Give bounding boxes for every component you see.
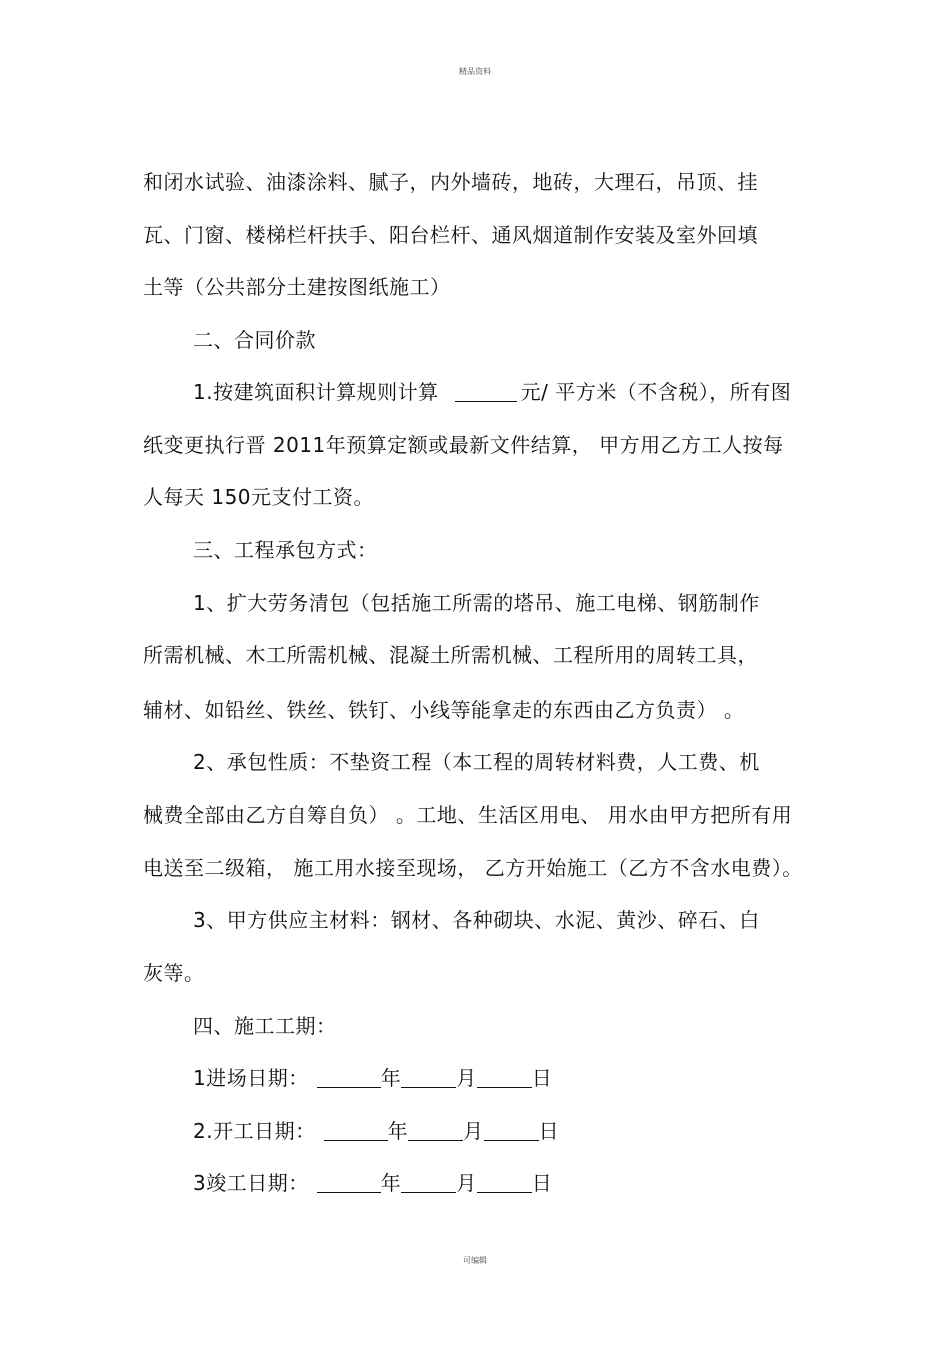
day-blank (477, 1172, 532, 1193)
body-line: 瓦、门窗、楼梯栏杆扶手、阳台栏杆、通风烟道制作安装及室外回填 (143, 223, 758, 247)
month-blank (401, 1067, 456, 1088)
year-label: 年 (380, 1066, 402, 1090)
date-label: 2.开工日期： (193, 1119, 316, 1143)
month-label: 月 (456, 1066, 477, 1090)
body-line: 土等（公共部分土建按图纸施工） (143, 275, 451, 299)
day-label: 日 (538, 1119, 560, 1143)
page-header: 精品资料 (459, 67, 491, 76)
body-line: 人每天 150元支付工资。 (143, 485, 375, 509)
body-line: 灰等。 (143, 961, 205, 985)
body-line: 和闭水试验、油漆涂料、腻子，内外墙砖，地砖，大理石，吊顶、挂 (143, 170, 758, 194)
date-label: 1进场日期： (193, 1066, 309, 1090)
year-blank (324, 1120, 388, 1141)
price-line (193, 379, 791, 405)
body-line: 2、承包性质：不垫资工程（本工程的周转材料费，人工费、机 (193, 750, 760, 774)
day-blank (484, 1120, 539, 1141)
section-heading: 四、施工工期： (193, 1014, 337, 1038)
year-blank (317, 1067, 381, 1088)
month-label: 月 (463, 1119, 484, 1143)
body-line: 电送至二级箱， 施工用水接至现场， 乙方开始施工（乙方不含水电费）。 (143, 856, 803, 880)
price-prefix: 1.按建筑面积计算规则计算 (193, 380, 439, 404)
year-label: 年 (387, 1119, 409, 1143)
page-footer: 可编辑 (463, 1256, 487, 1265)
body-line: 械费全部由乙方自筹自负） 。工地、生活区用电、 用水由甲方把所有用 (143, 803, 793, 827)
year-blank (317, 1172, 381, 1193)
day-label: 日 (531, 1066, 553, 1090)
body-line: 辅材、如铅丝、铁丝、铁钉、小线等能拿走的东西由乙方负责） 。 (143, 698, 745, 722)
body-line: 所需机械、木工所需机械、混凝土所需机械、工程所用的周转工具， (143, 643, 758, 667)
price-suffix: 元/ 平方米（不含税），所有图 (520, 380, 792, 404)
month-blank (401, 1172, 456, 1193)
year-label: 年 (380, 1171, 402, 1195)
month-blank (408, 1120, 463, 1141)
price-blank (455, 381, 517, 402)
date-line-completion (193, 1170, 552, 1196)
section-heading: 二、合同价款 (193, 328, 316, 352)
date-label: 3竣工日期： (193, 1171, 309, 1195)
section-heading: 三、工程承包方式： (193, 538, 378, 562)
body-line: 1、扩大劳务清包（包括施工所需的塔吊、施工电梯、钢筋制作 (193, 591, 760, 615)
month-label: 月 (456, 1171, 477, 1195)
day-blank (477, 1067, 532, 1088)
body-line: 3、甲方供应主材料：钢材、各种砌块、水泥、黄沙、碎石、白 (193, 908, 760, 932)
day-label: 日 (531, 1171, 553, 1195)
date-line-entry (193, 1065, 552, 1091)
date-line-start (193, 1118, 559, 1144)
body-line: 纸变更执行晋 2011年预算定额或最新文件结算， 甲方用乙方工人按每 (143, 433, 784, 457)
